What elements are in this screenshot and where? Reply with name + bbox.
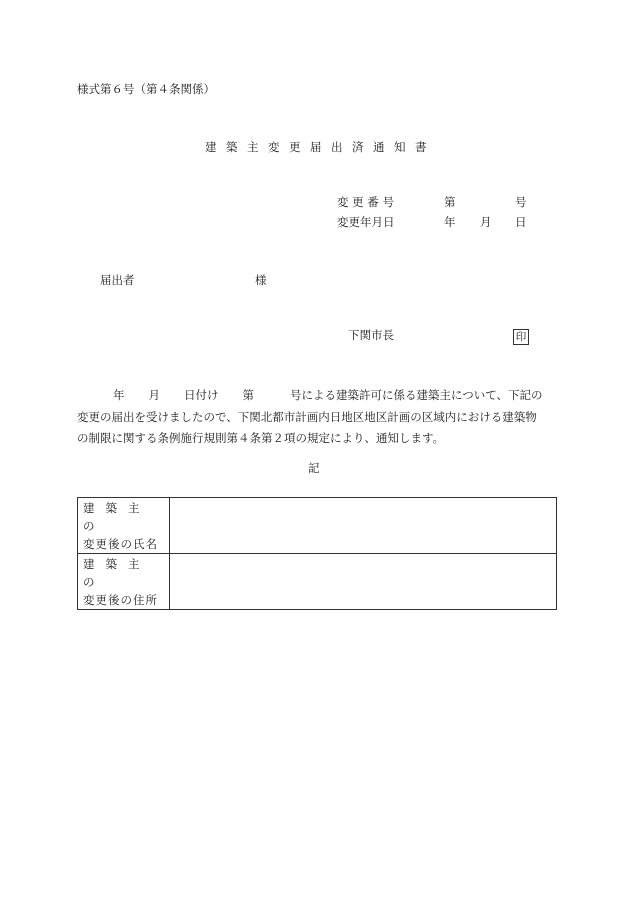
- row-label-line2: 変更後の氏名: [83, 536, 158, 551]
- body-paragraph: [77, 385, 557, 450]
- body-date: 日付け: [184, 388, 219, 402]
- body-month: 月: [148, 388, 160, 402]
- body-line-1: [77, 385, 557, 407]
- new-address-field[interactable]: [170, 554, 557, 610]
- seal-mark: 印: [513, 329, 529, 345]
- document-title: 建築主変更届出済通知書: [205, 140, 436, 154]
- change-number-go: 号: [515, 195, 527, 209]
- mayor-label: 下関市長: [348, 328, 394, 342]
- body-go-text: 号による建築許可に係る建築主について、下記の: [290, 388, 543, 402]
- row-label-line1: 建築主の: [83, 500, 151, 533]
- row-label-name: [78, 498, 170, 554]
- notifier-label: 届出者: [100, 273, 135, 287]
- form-number: 様式第６号（第４条関係）: [77, 82, 215, 96]
- row-label-line1: 建築主の: [83, 556, 151, 589]
- change-date-day: 日: [515, 215, 527, 229]
- change-date-label: 変更年月日: [337, 215, 395, 229]
- body-year: 年: [113, 388, 125, 402]
- change-number-row: [337, 197, 537, 211]
- change-details-table: [77, 497, 557, 610]
- table-row: [78, 498, 557, 554]
- change-date-month: 月: [480, 215, 492, 229]
- change-date-year: 年: [444, 215, 456, 229]
- notifier-honorific: 様: [255, 273, 267, 287]
- change-date-row: [337, 217, 537, 231]
- body-dai: 第: [242, 388, 254, 402]
- change-number-dai: 第: [444, 195, 456, 209]
- row-label-line2: 変更後の住所: [83, 592, 158, 607]
- ki-heading: 記: [308, 461, 320, 475]
- new-name-field[interactable]: [170, 498, 557, 554]
- table-row: [78, 554, 557, 610]
- change-number-label: 変 更 番 号: [337, 195, 394, 209]
- body-line-2: 変更の届出を受けましたので、下関北都市計画内日地区地区計画の区域内における建築物: [77, 409, 537, 424]
- row-label-address: [78, 554, 170, 610]
- body-line-3: の制限に関する条例施行規則第４条第２項の規定により、通知します。: [77, 431, 445, 445]
